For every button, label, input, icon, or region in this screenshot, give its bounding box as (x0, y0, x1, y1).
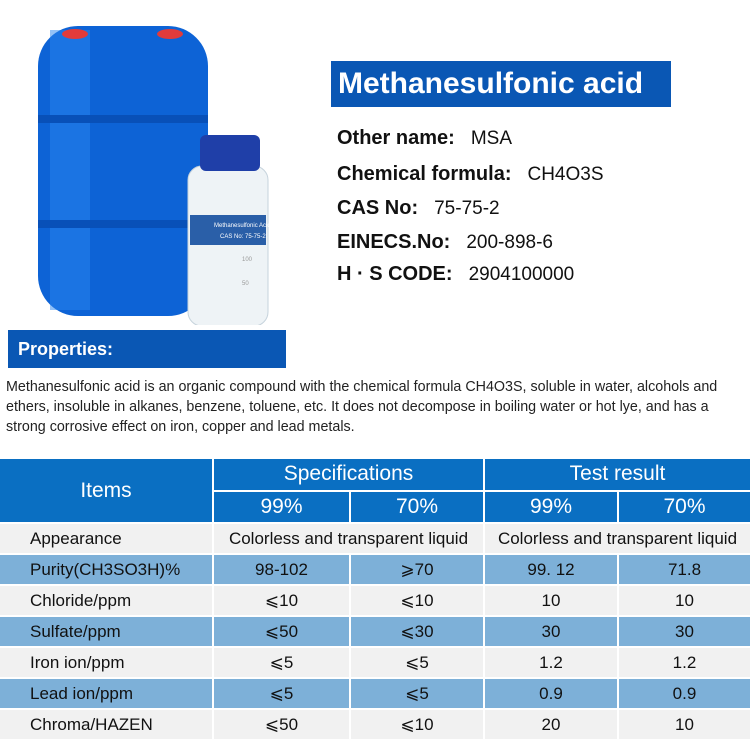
row-label: Sulfate/ppm (0, 617, 214, 648)
page-title: Methanesulfonic acid (331, 61, 671, 107)
spec-table (0, 459, 750, 741)
cell: ⩽5 (214, 679, 351, 710)
info-label: CAS No: (337, 197, 419, 219)
bottle-label-name: Methanesulfonic Acid (214, 223, 271, 229)
cell: Colorless and transparent liquid (214, 524, 485, 555)
table-row (0, 586, 750, 617)
info-value: MSA (470, 128, 512, 149)
cell: ⩽10 (214, 586, 351, 617)
bottle-label-cas: CAS No: 75-75-2 (220, 234, 266, 240)
cell: ⩽30 (351, 617, 485, 648)
table-row (0, 679, 750, 710)
cell: ⩽5 (351, 679, 485, 710)
cell: ⩽50 (214, 710, 351, 741)
info-value: 2904100000 (468, 264, 575, 285)
row-label: Purity(CH3SO3H)% (0, 555, 214, 586)
cell: ⩽5 (351, 648, 485, 679)
bottle-icon (188, 135, 271, 325)
subheader: 99% (214, 492, 351, 525)
cell: 0.9 (619, 679, 750, 710)
table-row (0, 710, 750, 741)
header-test-result: Test result (485, 459, 750, 492)
table-row (0, 617, 750, 648)
info-value: CH4O3S (527, 164, 604, 185)
description: Methanesulfonic acid is an organic compound with the chemical formula CH4O3S, soluble in water, alcohols and ethers, insoluble in alkanes, benzene, toluene, etc. It does not decompose in boiling water or hot lye, and has a strong corrosive effect on iron, copper and lead metals. (6, 379, 718, 435)
info-einecs (337, 231, 553, 254)
cell: 10 (619, 710, 750, 741)
cell: 98-102 (214, 555, 351, 586)
cell: ⩽50 (214, 617, 351, 648)
cell: 10 (619, 586, 750, 617)
info-value: 200-898-6 (466, 232, 553, 253)
row-label: Iron ion/ppm (0, 648, 214, 679)
info-label: EINECS.No: (337, 231, 451, 253)
table-row (0, 524, 750, 555)
info-label: Other name: (337, 127, 455, 149)
header-items: Items (0, 459, 214, 524)
cell: ⩾70 (351, 555, 485, 586)
subheader: 99% (485, 492, 619, 525)
cell: ⩽5 (214, 648, 351, 679)
product-image (30, 20, 300, 325)
cell: ⩽10 (351, 586, 485, 617)
row-label: Lead ion/ppm (0, 679, 214, 710)
bottle-mark: 50 (242, 281, 249, 287)
cell: 1.2 (485, 648, 619, 679)
info-hs-code (337, 263, 574, 286)
drum-icon (38, 26, 208, 316)
subheader: 70% (619, 492, 750, 525)
properties-heading: Properties: (8, 330, 286, 368)
cell: 0.9 (485, 679, 619, 710)
row-label: Chloride/ppm (0, 586, 214, 617)
cell: ⩽10 (351, 710, 485, 741)
cell: 1.2 (619, 648, 750, 679)
cell: 99. 12 (485, 555, 619, 586)
subheader: 70% (351, 492, 485, 525)
row-label: Appearance (0, 524, 214, 555)
cell: 30 (619, 617, 750, 648)
cell: 10 (485, 586, 619, 617)
info-label: H · S CODE: (337, 263, 453, 285)
cell: 71.8 (619, 555, 750, 586)
cell: 30 (485, 617, 619, 648)
info-value: 75-75-2 (434, 198, 500, 219)
header-specifications: Specifications (214, 459, 485, 492)
info-formula (337, 163, 604, 186)
bottle-mark: 100 (242, 257, 253, 263)
table-row (0, 648, 750, 679)
info-cas (337, 197, 500, 220)
table-row (0, 555, 750, 586)
info-label: Chemical formula: (337, 163, 512, 185)
row-label: Chroma/HAZEN (0, 710, 214, 741)
cell: 20 (485, 710, 619, 741)
info-other-name (337, 127, 512, 150)
cell: Colorless and transparent liquid (485, 524, 750, 555)
